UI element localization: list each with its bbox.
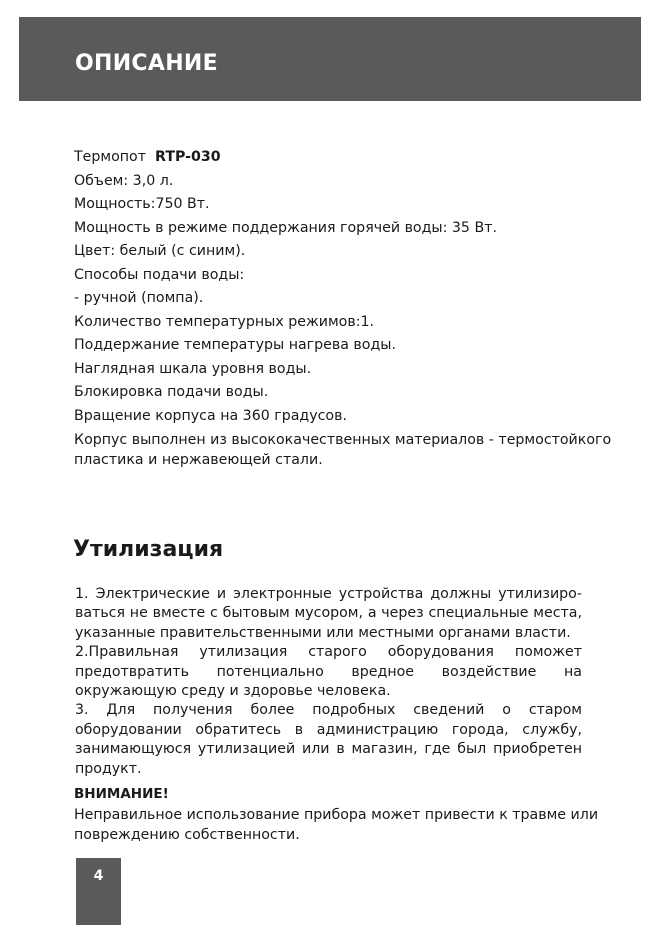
spec-dispense-methods: Способы подачи воды: — [74, 266, 245, 283]
page-title: ОПИСАНИЕ — [75, 51, 218, 76]
spec-body-material: Корпус выполнен из высококачественных материалов - термостойкого пластика и нержавеющей стали. — [74, 432, 612, 468]
product-label: Термопот — [74, 149, 147, 165]
description-section — [74, 146, 614, 470]
spec-keep-warm-power: Мощность в режиме поддержания горячей воды: 35 Вт. — [74, 219, 497, 236]
spec-power: Мощность:750 Вт. — [74, 196, 210, 212]
spec-volume: Объем: 3,0 л. — [74, 172, 174, 189]
spec-rotation: Вращение корпуса на 360 градусов. — [74, 407, 347, 424]
header-bar — [19, 17, 641, 101]
utilization-section — [75, 585, 582, 779]
spec-color: Цвет: белый (с синим). — [74, 243, 246, 259]
spec-keep-temperature: Поддержание температуры нагрева воды. — [74, 337, 396, 353]
spec-temperature-modes: Количество температурных режимов:1. — [74, 313, 375, 330]
utilization-title: Утилизация — [73, 537, 224, 562]
spec-water-level-scale: Наглядная шкала уровня воды. — [74, 360, 312, 377]
spec-dispense-lock: Блокировка подачи воды. — [74, 384, 269, 400]
warning-title: ВНИМАНИЕ! — [74, 786, 169, 802]
utilization-item: 1. Электрические и электронные устройства должны утилизироваться не вместе с бытовым мусором, а через специальные места, указанные правительственными или местными органами власти. — [75, 586, 582, 641]
product-line — [74, 146, 614, 170]
spec-dispense-manual: - ручной (помпа). — [74, 290, 204, 306]
warning-text: Неправильное использование прибора может привести к травме или повреждению собственности. — [74, 807, 599, 843]
utilization-item: 2.Правильная утилизация старого оборудования поможет предотвратить потенциально вредное воздействие на окружающую среду и здоровье человека. — [75, 644, 582, 700]
page-number-box — [76, 858, 121, 925]
model-name: RTP-030 — [155, 149, 221, 165]
page-number: 4 — [93, 868, 104, 884]
utilization-item: 3. Для получения более подробных сведений о старом оборудовании обратитесь в администрацию города, службу, занимающуюся утилизацией или в магазин, где был приобретен продукт. — [75, 702, 582, 777]
